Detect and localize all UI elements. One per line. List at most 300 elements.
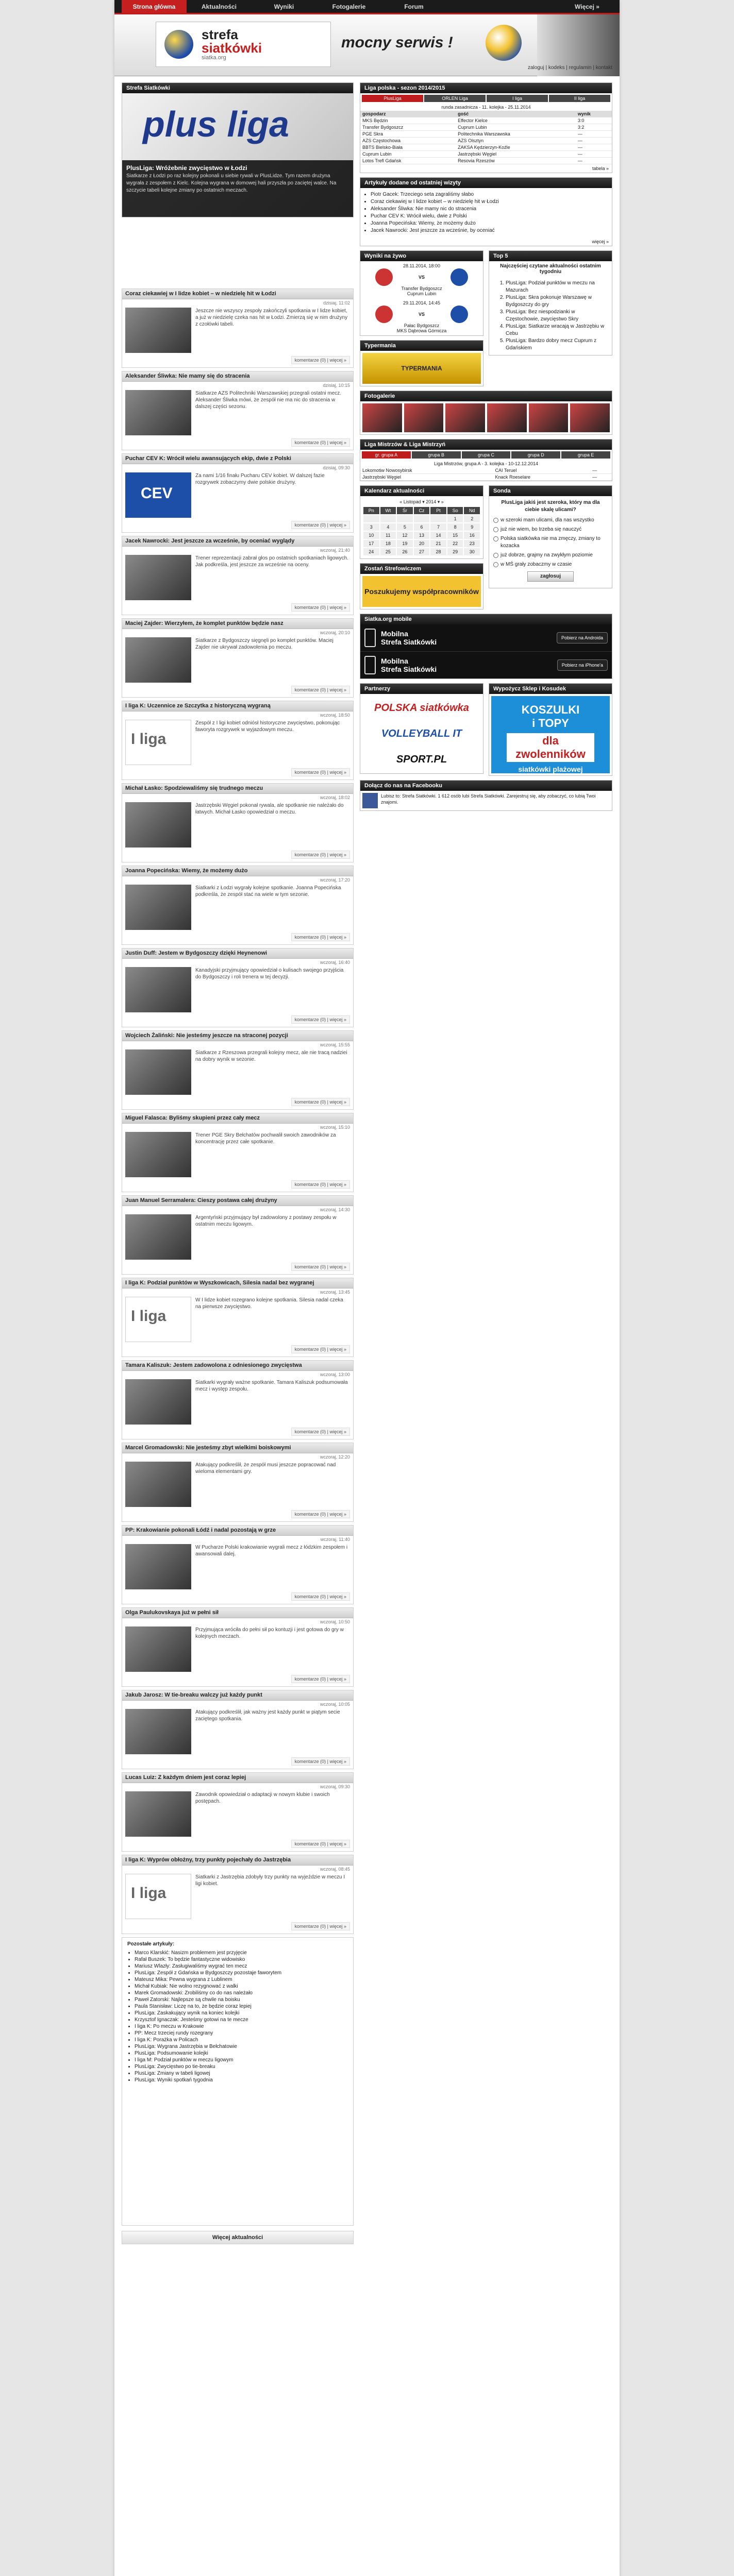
popular-link[interactable]: • Marco Klarskić: Nasizm problemem jest przyjęcie [135,1950,348,1956]
popular-link[interactable]: • PlusLiga: Zmiany w tabeli ligowej [135,2070,348,2077]
article-date: wczoraj, 09:30 [320,1784,350,1789]
article-more-link[interactable]: komentarze (0) | więcej » [291,686,350,694]
article-card [122,1360,354,1439]
calendar-day[interactable] [363,515,379,522]
league-tab[interactable]: II liga [549,95,610,102]
game-score: VS [418,312,425,317]
android-button[interactable]: Pobierz na Androida [557,632,608,643]
article-more-link[interactable]: komentarze (0) | więcej » [291,1098,350,1106]
champions-tab[interactable]: grupa B [412,451,461,459]
article-image[interactable] [125,1791,191,1837]
facebook-text[interactable]: Lubisz to: Strefa Siatkówki. 1 612 osób lubi Strefa Siatkówki. Zarejestruj się, aby zobaczyć, co lubią Twoi znajomi. [381,793,596,805]
league-cell: AZS Częstochowa [360,138,456,144]
league-tab[interactable]: ORLEN Liga [424,95,486,102]
calendar-day[interactable]: 25 [380,548,396,555]
calendar-month-select[interactable]: « Listopad ▾ 2014 ▾ » [399,499,444,504]
vote-button[interactable]: zagłosuj [527,571,574,582]
typer-banner[interactable]: TYPERMANIA [362,353,481,384]
shop-header: Wypożycz Sklep i Kosudek [489,684,612,694]
calendar-day[interactable]: 12 [397,532,413,539]
new-article-link[interactable]: • Jacek Nawrocki: Jest jeszcze za wcześnie, by oceniać [371,227,608,234]
calendar-day[interactable]: 20 [414,540,430,547]
popular-link[interactable]: • Mariusz Wlazły: Zasługiwaliśmy wygrać ten mecz [135,1963,348,1970]
calendar-box [360,485,483,559]
league-more-link[interactable]: tabela » [592,166,609,171]
shop-line2: i TOPY [532,717,569,730]
article-date: wczoraj, 08:45 [320,1867,350,1872]
article-more-link[interactable]: komentarze (0) | więcej » [291,1015,350,1024]
away-team-icon [451,268,468,286]
live-games-header: Wyniki na żywo [360,251,483,261]
article-image[interactable] [125,1214,191,1260]
site-banner [114,14,620,76]
article-date: dzisiaj, 11:02 [323,300,350,306]
champions-round: Liga Mistrzów, grupa A - 3. kolejka - 10-12.12.2014 [433,461,539,466]
article-title[interactable]: Maciej Zajder: Wierzyłem, że komplet punktów będzie nasz [122,619,353,629]
popular-link[interactable]: • Marek Gromadowski: Zrobiliśmy co do nas należało [135,1990,348,1996]
champions-tab[interactable]: grupa D [511,451,560,459]
article-card [122,453,354,533]
popular-link[interactable]: • I liga M: Podział punktów w meczu ligowym [135,2057,348,2063]
article-date: wczoraj, 10:50 [320,1619,350,1624]
radio-icon[interactable] [493,536,498,541]
featured-header: Strefa Siatkówki [122,83,353,93]
article-more-link[interactable]: komentarze (0) | więcej » [291,851,350,859]
article-text: Trener PGE Skry Bełchatów pochwalił swoich zawodników za koncentrację przez całe spotkanie. [195,1132,336,1145]
featured-article[interactable] [122,93,353,217]
gallery-photo[interactable] [529,403,569,432]
league-cell: Cuprum Lubin [360,151,456,158]
article-title[interactable]: I liga K: Uczennice ze Szczytka z historyczną wygraną [122,701,353,711]
article-image[interactable] [125,390,191,435]
popular-link[interactable]: • Paula Stanisław: Liczę na to, że będzie coraz lepiej [135,2003,348,2010]
champions-row [360,467,612,474]
league-row [360,144,612,151]
article-title[interactable]: Jakub Jarosz: W tie-breaku walczy już każdy punkt [122,1690,353,1701]
facebook-box [360,780,612,811]
article-date: wczoraj, 18:02 [320,795,350,800]
calendar-day[interactable]: 15 [447,532,463,539]
shop-line1: KOSZULKI [521,703,580,716]
top5-link[interactable]: 2. PlusLiga: Skra pokonuje Warszawę w Bydgoszczy do gry [506,294,608,309]
league-row [360,158,612,164]
article-card [122,1690,354,1769]
join-banner[interactable]: Poszukujemy współpracowników [362,576,481,607]
calendar-day[interactable]: 30 [464,548,480,555]
article-title[interactable]: Juan Manuel Serramalera: Cieszy postawa całej drużyny [122,1196,353,1206]
article-more-link[interactable]: komentarze (0) | więcej » [291,1592,350,1601]
article-image[interactable] [125,720,191,765]
popular-link[interactable]: • PlusLiga: Podsumowanie kolejki [135,2050,348,2057]
right-area [360,82,612,815]
article-image[interactable] [125,637,191,683]
mobile-header: Siatka.org mobile [360,614,612,624]
new-article-link[interactable]: • Puchar CEV K: Wrócił wielu, dwie z Polski [371,213,608,220]
logo-line3: siatka.org [202,55,226,61]
article-more-link[interactable]: komentarze (0) | więcej » [291,1263,350,1271]
article-image[interactable] [125,308,191,353]
gallery-photo[interactable] [445,403,485,432]
partners-header: Partnerzy [360,684,483,694]
article-title[interactable]: Lucas Luiz: Z każdym dniem jest coraz lepiej [122,1773,353,1783]
poll-option-label: Polska siatkówka nie ma zmęczy, zmiany to kozacka [501,536,600,549]
new-article-link[interactable]: • Coraz ciekawiej w I lidze kobiet – w niedzielę hit w Łodzi [371,198,608,206]
featured-title[interactable]: PlusLiga: Wróżebnie zwycięstwo w Łodzi [126,164,247,172]
league-cell: — [576,158,612,164]
iphone-button[interactable]: Pobierz na iPhone'a [557,659,608,671]
popular-link[interactable]: • I liga K: Po meczu w Krakowie [135,2023,348,2030]
article-date: wczoraj, 15:10 [320,1125,350,1130]
top5-box [489,250,612,355]
article-more-link[interactable]: komentarze (0) | więcej » [291,1840,350,1848]
gallery-photo[interactable] [362,403,402,432]
radio-icon[interactable] [493,518,498,523]
poll-header: Sonda [489,486,612,496]
article-more-link[interactable]: komentarze (0) | więcej » [291,603,350,612]
facebook-header: Dołącz do nas na Facebooku [360,781,612,791]
article-image[interactable] [125,472,191,518]
calendar-day[interactable]: 22 [447,540,463,547]
article-more-link[interactable]: komentarze (0) | więcej » [291,933,350,941]
champions-cell: — [590,467,612,474]
champions-row [360,474,612,481]
article-title[interactable]: Puchar CEV K: Wrócił wielu awansujących ekip, dwie z Polski [122,454,353,464]
poll-option-label: w szeroki mam ulicami, dla nas wszystko [501,517,594,523]
article-date: dzisiaj, 09:30 [323,465,350,470]
nav-forum[interactable]: Forum [404,3,424,10]
league-cell: — [576,138,612,144]
partner-sportpl[interactable]: SPORT.PL [396,753,447,765]
poll-option[interactable] [493,552,608,559]
article-text: Jeszcze nie wszyscy zespoły zakończyli spotkania w I lidze kobiet, a już w niedzielę czeka nas hit w Łodzi. Zmierzą się w nim drużyny z czołówki tabeli. [195,308,348,327]
popular-link[interactable]: • PP: Mecz trzeciej rundy rozegrany [135,2030,348,2037]
partner-polska[interactable]: POLSKA siatkówka [374,702,469,714]
calendar-day[interactable] [414,515,430,522]
article-title[interactable]: Wojciech Żaliński: Nie jesteśmy jeszcze na straconej pozycji [122,1031,353,1041]
calendar-day[interactable]: 29 [447,548,463,555]
article-image[interactable] [125,1709,191,1754]
article-title[interactable]: Miguel Falasca: Byliśmy skupieni przez cały mecz [122,1113,353,1124]
gallery-photo[interactable] [570,403,610,432]
article-image[interactable] [125,555,191,600]
article-image[interactable] [125,1049,191,1095]
article-card [122,1113,354,1192]
game-date: 28.11.2014, 18:00 [403,263,440,268]
league-col-header: wynik [576,111,612,117]
article-text: Siatkarki z Łodzi wygrały kolejne spotkanie. Joanna Popecińska podkreśla, że zespół stać na wiele w tym sezonie. [195,885,341,897]
app-name-line2: Strefa Siatkówki [381,638,437,646]
champions-cell: Lokomotiw Nowosybirsk [360,467,493,474]
popular-link[interactable]: • PlusLiga: Wygrana Jastrzębia w Bełchatowie [135,2043,348,2050]
article-more-link[interactable]: komentarze (0) | więcej » [291,1180,350,1189]
gallery-photo[interactable] [404,403,444,432]
left-column [122,82,354,2244]
calendar-day[interactable]: 9 [464,523,480,531]
calendar-day[interactable]: 2 [464,515,480,522]
radio-icon[interactable] [493,553,498,558]
league-col-header: gość [456,111,576,117]
top5-link[interactable]: 5. PlusLiga: Bardzo dobry mecz Cuprum z Gdańskiem [506,337,608,352]
calendar-day[interactable]: 19 [397,540,413,547]
new-article-link[interactable]: • Piotr Gacek: Trzeciego seta zagraliśmy słabo [371,191,608,198]
article-text: Trener reprezentacji zabrał głos po ostatnich spotkaniach ligowych. Jak podkreśla, jest jeszcze za wcześnie na oceny. [195,555,349,568]
poll-option-label: już dobrze, grajmy na zwykłym poziomie [501,552,593,558]
article-title[interactable]: Jacek Nawrocki: Jest jeszcze za wcześnie, by oceniać wyglądy [122,536,353,547]
popular-link[interactable]: • PlusLiga: Zaskakujący wynik na koniec kolejki [135,2010,348,2016]
league-table [360,111,612,164]
league-tab[interactable]: PlusLiga [362,95,423,102]
calendar-day[interactable]: 21 [430,540,446,547]
league-cell: MKS Będzin [360,117,456,124]
league-cell: BBTS Bielsko-Biała [360,144,456,151]
radio-icon[interactable] [493,562,498,567]
article-title[interactable]: I liga K: Podział punktów w Wyszkowicach, Silesia nadal bez wygranej [122,1278,353,1289]
popular-link[interactable]: • I liga K: Porażka w Policach [135,2037,348,2043]
popular-link[interactable]: • Paweł Zatorski: Najlepsze są chwile na boisku [135,1996,348,2003]
join-box [360,563,483,609]
ball-icon [164,30,193,59]
nav-home[interactable]: Strona główna [122,0,187,13]
league-cell: PGE Skra [360,131,456,138]
top5-link[interactable]: 1. PlusLiga: Podział punktów w meczu na Mazurach [506,280,608,294]
article-title[interactable]: PP: Krakowianie pokonali Łódź i nadal pozostają w grze [122,1526,353,1536]
calendar-day[interactable] [430,515,446,522]
nav-results[interactable]: Wyniki [274,3,294,10]
ili-logo-text: I liga [131,1885,166,1902]
calendar-day[interactable]: 11 [380,532,396,539]
article-date: dzisiaj, 10:15 [323,383,350,388]
league-cell: Politechnika Warszawska [456,131,576,138]
article-more-link[interactable]: komentarze (0) | więcej » [291,1757,350,1766]
new-articles-box [360,177,612,246]
calendar-day[interactable]: 4 [380,523,396,531]
app-name-line2: Strefa Siatkówki [381,665,437,673]
new-articles-header: Artykuły dodane od ostatniej wizyty [360,178,612,188]
article-date: wczoraj, 17:20 [320,877,350,883]
league-cell: Transfer Bydgoszcz [360,124,456,131]
new-articles-more[interactable]: więcej » [592,239,609,244]
champions-table [360,467,612,481]
article-title[interactable]: Joanna Popecińska: Wiemy, że możemy dużo [122,866,353,876]
slogan: mocny serwis ! [341,34,453,51]
popular-link[interactable]: • PlusLiga: Wyniki spotkań tygodnia [135,2077,348,2083]
article-more-link[interactable]: komentarze (0) | więcej » [291,1922,350,1930]
calendar-day[interactable]: 17 [363,540,379,547]
partner-volleyball[interactable]: VOLLEYBALL IT [381,727,462,739]
popular-link[interactable]: • PlusLiga: Zwycięstwo po tie-breaku [135,2063,348,2070]
article-date: wczoraj, 13:00 [320,1372,350,1377]
facebook-icon [362,793,378,808]
nav-news[interactable]: Aktualności [201,3,237,10]
iphone-app[interactable] [360,651,612,679]
article-image[interactable] [125,967,191,1012]
article-card [122,783,354,862]
calendar-day-header: Nd [464,507,480,514]
calendar-day[interactable]: 13 [414,532,430,539]
champions-cell: Knack Roeselare [493,474,591,481]
article-card [122,1278,354,1357]
article-image[interactable] [125,1462,191,1507]
featured-text: Siatkarze z Łodzi po raz kolejny pokonali u siebie rywali w PlusLidze. Tym razem drużyna wygrała z zespołem z Kielc. Kolejna wygrana w domowej hali przyszła po zaciętej walce. Na szczycie tabeli kolejne zmiany po ostatnich meczach. [126,173,337,193]
nav-galleries[interactable]: Fotogalerie [332,3,366,10]
new-article-link[interactable]: • Joanna Popecińska: Wiemy, że możemy dużo [371,220,608,227]
league-cell: — [576,144,612,151]
article-text: Siatkarki wygrały ważne spotkanie. Tamara Kaliszuk podsumowała mecz i występ zespołu. [195,1380,348,1392]
poll-option[interactable] [493,535,608,550]
user-links[interactable]: zaloguj | kodeks | regulamin | kontakt [528,65,612,71]
app-name-line1: Mobilna [381,630,408,638]
article-title[interactable]: Marcel Gromadowski: Nie jesteśmy zbyt wielkimi boiskowymi [122,1443,353,1453]
calendar-day[interactable]: 5 [397,523,413,531]
article-image[interactable] [125,1544,191,1589]
calendar-day[interactable]: 6 [414,523,430,531]
nav-more[interactable]: Więcej » [575,3,599,10]
top5-link[interactable]: 3. PlusLiga: Bez niespodzianki w Częstochowie, zwycięstwo Skry [506,309,608,323]
champions-tab[interactable]: grupa C [462,451,511,459]
article-more-link[interactable]: komentarze (0) | więcej » [291,356,350,364]
article-more-link[interactable]: komentarze (0) | więcej » [291,1675,350,1683]
phone-icon [364,656,376,674]
calendar-day[interactable]: 7 [430,523,446,531]
top5-header: Top 5 [489,251,612,261]
article-image[interactable] [125,885,191,930]
app-name-line1: Mobilna [381,657,408,665]
article-card [122,1030,354,1110]
calendar-day[interactable]: 28 [430,548,446,555]
article-title[interactable]: Aleksander Śliwka: Nie mamy się do stracenia [122,371,353,382]
calendar-day[interactable] [397,515,413,522]
shop-banner[interactable] [491,696,610,773]
article-image[interactable] [125,1626,191,1672]
game-score: VS [418,275,425,280]
article-text: Argentyński przyjmujący był zadowolony z postawy zespołu w ostatnim meczu ligowym. [195,1215,337,1227]
article-more-link[interactable]: komentarze (0) | więcej » [291,1510,350,1518]
article-image[interactable] [125,802,191,848]
article-image[interactable] [125,1379,191,1425]
article-title[interactable]: Tamara Kaliszuk: Jestem zadowolona z odniesionego zwycięstwa [122,1361,353,1371]
popular-link[interactable]: • Rafał Buszek: To będzie fantastyczne widowisko [135,1956,348,1963]
champions-league-box [360,439,612,481]
article-text: Zespół z I ligi kobiet odniósł historyczne zwycięstwo, pokonując faworyta rozgrywek w wyjazdowym meczu. [195,720,340,733]
site-logo[interactable] [156,22,331,67]
league-row [360,151,612,158]
article-text: Siatkarki z Jastrzębia zdobyły trzy punkty na wyjeździe w meczu I ligi kobiet. [195,1874,345,1887]
league-cell: Effector Kielce [456,117,576,124]
article-card [122,536,354,615]
ili-logo-text: I liga [131,1308,166,1325]
article-text: W I lidze kobiet rozegrano kolejne spotkania. Silesia nadal czeka na pierwsze zwycięstwo. [195,1297,343,1310]
article-text: Za nami 1/16 finału Pucharu CEV kobiet. W dalszej fazie rozgrywek zobaczymy dwie polskie drużyny. [195,473,325,485]
popular-link[interactable]: • Michał Kubiak: Nie wolno rezygnować z walki [135,1983,348,1990]
radio-icon[interactable] [493,527,498,532]
league-cell: 3:0 [576,117,612,124]
article-title[interactable]: I liga K: Wyprów obłożny, trzy punkty pojechały do Jastrzębia [122,1855,353,1866]
article-title[interactable]: Justin Duff: Jestem w Bydgoszczy dzięki Heynenowi [122,948,353,959]
article-card [122,1607,354,1687]
calendar-day[interactable] [380,515,396,522]
poll-option[interactable] [493,517,608,524]
calendar-day[interactable]: 16 [464,532,480,539]
cev-logo-text: CEV [141,485,173,502]
live-game[interactable] [360,298,483,335]
calendar-day[interactable]: 1 [447,515,463,522]
poll-option[interactable] [493,526,608,533]
typer-box [360,340,483,386]
calendar-day[interactable]: 8 [447,523,463,531]
calendar-day[interactable]: 24 [363,548,379,555]
article-title[interactable]: Olga Paulukovskaya już w pełni sił [122,1608,353,1618]
article-more-link[interactable]: komentarze (0) | więcej » [291,768,350,776]
away-team-name: MKS Dąbrowa Górnicza [396,328,447,333]
poll-question: PlusLiga jakiś jest szeroka, który ma dla ciebie skalę ulicami? [501,500,600,513]
home-team-icon [375,268,393,286]
calendar-day[interactable]: 23 [464,540,480,547]
poll-option-label: w MŚ grały zobaczmy w czasie [501,562,572,567]
photo-gallery-header: Fotogalerie [360,391,612,401]
popular-link[interactable]: • Mateusz Mika: Pewna wygrana z Lublinem [135,1976,348,1983]
popular-link[interactable]: • PlusLiga: Zespół z Gdańska w Bydgoszczy pozostaje faworytem [135,1970,348,1976]
calendar-day[interactable]: 3 [363,523,379,531]
top5-link[interactable]: 4. PlusLiga: Siatkarze wracają w Jastrzębiu w Cebu [506,323,608,337]
home-team-name: Transfer Bydgoszcz [401,286,442,291]
ili-logo-text: I liga [131,731,166,748]
article-image[interactable] [125,1297,191,1342]
article-card [122,1525,354,1604]
calendar-day-header: So [447,507,463,514]
calendar-day[interactable]: 26 [397,548,413,555]
article-more-link[interactable]: komentarze (0) | więcej » [291,1345,350,1353]
champions-tab[interactable]: grupa E [561,451,610,459]
article-text: Kanadyjski przyjmujący opowiedział o kulisach swojego przyjścia do Bydgoszczy i roli trenera w tej decyzji. [195,968,344,980]
league-cell: ZAKSA Kędzierzyn-Koźle [456,144,576,151]
article-date: wczoraj, 13:45 [320,1290,350,1295]
article-image[interactable] [125,1132,191,1177]
article-title[interactable]: Michał Łasko: Spodziewaliśmy się trudnego meczu [122,784,353,794]
calendar-day[interactable]: 14 [430,532,446,539]
calendar-day[interactable]: 27 [414,548,430,555]
more-news-button[interactable]: Więcej aktualności [122,2231,354,2244]
poll-box [489,485,612,588]
calendar-day[interactable]: 18 [380,540,396,547]
article-date: wczoraj, 16:40 [320,960,350,965]
top-nav [114,0,620,14]
calendar-day-header: Śr [397,507,413,514]
article-more-link[interactable]: komentarze (0) | więcej » [291,1428,350,1436]
league-cell: — [576,131,612,138]
league-col-header: gospodarz [360,111,456,117]
android-app[interactable] [360,624,612,651]
article-more-link[interactable]: komentarze (0) | więcej » [291,521,350,529]
article-image[interactable] [125,1874,191,1919]
champions-cell: CAI Teruel [493,467,591,474]
article-card [122,371,354,450]
league-cell: Jastrzębski Węgiel [456,151,576,158]
article-title[interactable]: Coraz ciekawiej w I lidze kobiet – w niedzielę hit w Łodzi [122,289,353,299]
gallery-photo[interactable] [487,403,527,432]
poll-option[interactable] [493,561,608,568]
logo-line1: strefa [202,27,238,42]
popular-link[interactable]: • Krzysztof Ignaczak: Jesteśmy gotowi na te mecze [135,2016,348,2023]
article-date: wczoraj, 18:50 [320,713,350,718]
champions-tab[interactable]: gr. grupa A [362,451,411,459]
league-tab[interactable]: I liga [487,95,548,102]
new-article-link[interactable]: • Aleksander Śliwka: Nie mamy nic do stracenia [371,206,608,213]
article-more-link[interactable]: komentarze (0) | więcej » [291,438,350,447]
article-date: wczoraj, 10:05 [320,1702,350,1707]
calendar-day[interactable]: 10 [363,532,379,539]
live-game[interactable] [360,261,483,298]
article-text: Siatkarze z Bydgoszczy sięgnęli po komplet punktów. Maciej Zajder nie ukrywał zadowolenia po meczu. [195,638,333,650]
